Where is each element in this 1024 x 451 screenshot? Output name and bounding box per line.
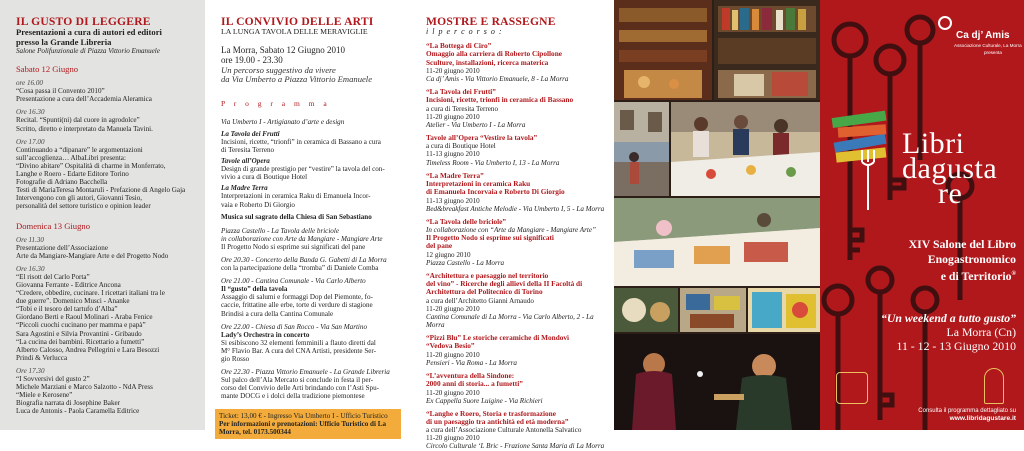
- exhibition-location: Bed&breakfast Antiche Melodie - Via Umberto I, 5 - La Morra: [426, 204, 605, 213]
- town: La Morra (Cn): [946, 325, 1016, 339]
- section-subtitle: LA LUNGA TAVOLA DELLE MERAVIGLIE: [221, 27, 368, 36]
- event-line: Il Progetto Nodo si esprime sui significati del pane: [221, 242, 366, 251]
- logo-tag: presenta: [984, 50, 1002, 55]
- event-line: Fotografie di Adriano Bacchella: [16, 178, 108, 187]
- exhibition-line: a cura dell’Architetto Gianni Arnaudo: [426, 296, 534, 305]
- event-line: Il “gusto” della tavola: [221, 285, 288, 294]
- exhibition-heading: del vino” - Ricerche degli allievi della II Facoltà di: [426, 279, 583, 289]
- title-line: re: [938, 177, 963, 210]
- day-heading: Domenica 13 Giugno: [16, 220, 90, 231]
- tavola-text: Design di grande prestigio per “vestire” la tavola del con-: [221, 165, 385, 174]
- photo-books-table: [680, 288, 746, 332]
- sponsor-logo: [984, 368, 1004, 404]
- tavola-heading: La Tavola dei Frutti: [221, 129, 280, 138]
- event-line: Sul palco dell’Ala Mercato si conclude in festa il per-: [221, 376, 374, 385]
- exhibition-heading: “Vedova Besio”: [426, 341, 475, 351]
- photo-long-table: [614, 198, 820, 286]
- event-line: corso del Convivio delle Arti brindando con l’Asti Spu-: [221, 384, 380, 393]
- event-line: Brindisi a cura della Cantina Comunale: [221, 309, 334, 318]
- exhibition-note: In collaborazione con “Arte da Mangiare - Mangiare Arte”: [426, 226, 596, 234]
- exhibition-heading: del pane: [426, 241, 453, 251]
- exhibition-location: Ex Cappella Suore Luigine - Via Richieri: [426, 396, 543, 405]
- event-line: “Miele e Kerosene”: [16, 391, 73, 400]
- salone-line: XIV Salone del Libro: [908, 237, 1016, 251]
- photo-table-crowd: [671, 102, 820, 196]
- tavola-text: vivio a cura di Boutique Hotel: [221, 173, 308, 182]
- exhibition-heading: Omaggio alla carriera di Roberto Cipollone: [426, 49, 562, 59]
- event-line: Si esibiscono 32 elementi femminili a flauto diretti dal: [221, 338, 376, 347]
- exhibition-line: 11-13 giugno 2010: [426, 150, 480, 159]
- cover-title: [902, 127, 998, 210]
- event-line: Luca de Antonis - Paola Caramella Editrice: [16, 407, 140, 416]
- exhibition-item: [426, 134, 610, 167]
- event-line: Biografia narrata di Josephine Baker: [16, 399, 121, 408]
- exhibition-location: Cantina Comunale di La Morra - Via Carlo Alberto, 2 - La Morra: [426, 312, 594, 330]
- exhibition-line: 11-20 giugno 2010: [426, 350, 480, 359]
- photo-bookshelf: [714, 0, 820, 100]
- mostre-list: [426, 42, 610, 450]
- event-line: “La cucina dei bambini. Ricettario a fumetti”: [16, 337, 145, 346]
- exhibition-line: 11-20 giugno 2010: [426, 112, 480, 121]
- event-line: Giordano Berti e Raoul Molinari - Araba Fenice: [16, 313, 153, 322]
- event-line: Ore 21.00 - Cantina Comunale - Via Carlo Alberto: [221, 277, 366, 286]
- exhibition-location: Timeless Room - Via Umberto I, 13 - La Morra: [426, 158, 560, 167]
- exhibition-line: a cura dell’Associazione Culturale Antonella Salvatico: [426, 426, 582, 435]
- event-line: Sara Agostini e Silvia Provantini - Gribaudo: [16, 329, 142, 338]
- salone-lines: [820, 237, 1016, 284]
- event-line: “Cosa passa il Convento 2010”: [16, 87, 105, 96]
- exhibition-heading: 2000 anni di storia... a fumetti”: [426, 379, 523, 389]
- event-line: Arte da Mangiare-Mangiare Arte e del Progetto Nodo: [16, 251, 169, 260]
- website-link[interactable]: www.libridagustare.it: [949, 415, 1016, 422]
- event-time: ore 16.00: [16, 79, 43, 88]
- photo-ceramics: [614, 288, 678, 332]
- hours: ore 19.00 - 23.30: [221, 54, 283, 65]
- exhibition-heading: Tavole all’Opera “Vestire la tavola”: [426, 133, 538, 143]
- event-line: gio Rosso: [221, 355, 250, 364]
- event-line: Intervengono con gli autori, Giovanni Tesio,: [16, 194, 143, 203]
- event-line: due guerre”. Domenico Musci - Ananke: [16, 297, 130, 306]
- exhibition-line: 11-20 giugno 2010: [426, 304, 480, 313]
- event-line: Presentazione a cura dell’Accademia Aleramica: [16, 95, 152, 104]
- event-line: personalità del settore turistico e opinion leader: [16, 202, 151, 211]
- exhibition-line: 12 giugno 2010: [426, 250, 471, 259]
- ticket-line: Morra, tel. 0173.500344: [219, 428, 291, 437]
- section-title: IL GUSTO DI LEGGERE: [16, 15, 151, 28]
- exhibition-line: 11-13 giugno 2010: [426, 196, 480, 205]
- photo-concert: [614, 334, 820, 430]
- exhibition-heading: Il Progetto Nodo si esprime sui significati: [426, 233, 554, 243]
- salone-line: e di Territorio®: [940, 268, 1016, 283]
- panel-gusto-di-leggere: [0, 0, 205, 430]
- exhibition-item: [426, 218, 610, 267]
- exhibition-location: Pensieri - Via Roma - La Morra: [426, 358, 517, 367]
- event-line: Langhe e Roero - Edarte Editore Torino: [16, 170, 129, 179]
- exhibition-line: 11-20 giugno 2010: [426, 388, 480, 397]
- event-line: Continuando a “dipanare” le argomentazioni: [16, 145, 143, 154]
- sponsor-logo: [836, 372, 868, 404]
- event-time: Ore 17.00: [16, 137, 45, 146]
- ticket-line: Per informazioni e prenotazioni: Ufficio Turistico di La: [219, 419, 387, 428]
- event-line: Lady’s Orchestra in concerto: [221, 330, 310, 339]
- event-line: “Piccoli cuochi cucinano per mamma e papà”: [16, 321, 146, 330]
- exhibition-line: a cura di Boutique Hotel: [426, 142, 496, 151]
- music-line: Musica sul sagrato della Chiesa di San Sebastiano: [221, 212, 372, 221]
- salone-line: Enogastronomico: [927, 252, 1016, 266]
- tavola-heading: La Madre Terra: [221, 184, 268, 193]
- key-logo-icon: [938, 16, 952, 30]
- percorso-label: i l p e r c o r s o :: [426, 27, 503, 36]
- walk-line: Un percorso suggestivo da vivere: [221, 64, 336, 75]
- exhibition-location: Atelier - Via Umberto I - La Morra: [426, 120, 526, 129]
- tavola-heading: Tavole all’Opera: [221, 157, 270, 166]
- cover-panel: [820, 0, 1024, 430]
- logo-name: Ca dj’ Amis: [956, 30, 1010, 41]
- exhibition-location: Ca dj’ Amis - Via Vittorio Emanuele, 8 - La Morra: [426, 75, 569, 84]
- ticket-line: Ticket: 13,00 € - Ingresso Via Umberto I - Ufficio Turistico: [219, 411, 388, 420]
- event-line: Prindi & Verlucca: [16, 353, 68, 362]
- event-line: Alberto Calosso, Andrea Pellegrini e Lara Besozzi: [16, 345, 160, 354]
- exhibition-item: [426, 88, 610, 129]
- event-line: “Divino abitare” Ospitalità di charme in Monferrato,: [16, 161, 166, 170]
- programma-label: P r o g r a m m a: [221, 98, 331, 108]
- title-line: Libri: [902, 127, 965, 160]
- exhibition-heading: “La Tavola delle briciole”: [426, 216, 507, 226]
- cover-footer: [820, 407, 1016, 423]
- exhibition-line: a cura di Teresita Terreno: [426, 104, 499, 113]
- title-line: dagusta: [902, 152, 998, 185]
- exhibition-heading: “Pizzi Blu” Le storiche ceramiche di Mondovì: [426, 333, 570, 343]
- exhibition-heading: Interpretazioni in ceramica Raku: [426, 178, 531, 188]
- event-line: Scritto, diretto e interpretato da Manuela Tavini.: [16, 124, 153, 133]
- exhibition-heading: “La Madre Terra”: [426, 170, 484, 180]
- location: Salone Polifunzionale di Piazza Vittorio Emanuele: [16, 47, 160, 55]
- event-time: Ore 17.30: [16, 366, 45, 375]
- street: Via Umberto I - Artigianato d’arte e design: [221, 117, 345, 126]
- logo-tag: Associazione Culturale, La Morra: [954, 43, 1022, 48]
- event-line: con la partecipazione della “tromba” di Daniele Comba: [221, 264, 379, 273]
- panel-mostre-e-rassegne: [408, 0, 614, 451]
- section-title: MOSTRE E RASSEGNE: [426, 15, 556, 28]
- event-line: Piazza Castello - La Tavola delle briciole: [221, 226, 339, 235]
- event-line: Assaggio di salumi e formaggi Dop del Piemonte, fo-: [221, 293, 373, 302]
- exhibition-location: Piazza Castello - La Morra: [426, 258, 505, 267]
- exhibition-item: [426, 42, 610, 83]
- exhibition-item: [426, 410, 610, 451]
- exhibition-heading: “Langhe e Roero, Storia e trasformazione: [426, 408, 556, 418]
- tavola-text: di Teresita Terreno: [221, 145, 275, 154]
- tavola-text: vaia e Roberto Di Giorgio: [221, 200, 295, 209]
- event-line: “I Sovversivi del gusto 2”: [16, 375, 90, 383]
- event-line: Ore 22.00 - Chiesa di San Rocco - Via San Martino: [221, 322, 367, 331]
- keys-illustration: [820, 0, 1024, 430]
- exhibition-heading: “L’avventura della Sindone:: [426, 370, 515, 380]
- section-title: IL CONVIVIO DELLE ARTI: [221, 15, 374, 28]
- exhibition-heading: Incisioni, ricette, trionfi in ceramica di Bassano: [426, 95, 574, 105]
- panel-convivio-delle-arti: [205, 0, 408, 437]
- exhibition-line: 11-20 giugno 2010: [426, 434, 480, 443]
- tavola-text: Incisioni, ricette, “trionfi” in ceramica di Bassano a cura: [221, 137, 381, 146]
- event-time: Ore 11.30: [16, 235, 44, 244]
- event-line: in collaborazione con Arte da Mangiare - Mangiare Arte: [221, 234, 383, 243]
- tavola-text: Interpretazioni in ceramica Raku di Emanuela Incor-: [221, 192, 371, 201]
- exhibition-location: Circolo Culturale ‘L Bric - Frazione Santa Maria di La Morra: [426, 442, 605, 451]
- event-time: Ore 16.30: [16, 108, 45, 117]
- exhibition-heading: di Emanuela Incorvaia e Roberto Di Giorgio: [426, 187, 565, 197]
- event-line: Presentazione dell’Associazione: [16, 243, 108, 252]
- event-line: Ore 20.30 - Concerto della Banda G. Gabetti di La Morra: [221, 256, 387, 264]
- exhibition-heading: “Architettura e paesaggio nel territorio: [426, 270, 549, 280]
- event-line: Testi di MariaTeresa Montaruli - Prefazione di Angelo Gaja: [16, 186, 186, 195]
- day1-list: [16, 79, 195, 210]
- walk-line: da Via Umberto a Piazza Vittorio Emanuele: [221, 74, 373, 85]
- exhibition-heading: di un paesaggio tra antichità ed età moderna”: [426, 417, 569, 426]
- event-time: Ore 16.30: [16, 264, 45, 273]
- place-date: La Morra, Sabato 12 Giugno 2010: [221, 45, 345, 56]
- exhibition-heading: Sculture, installazioni, ricerca materica: [426, 57, 549, 67]
- footer-line: Consulta il programma dettagliato su: [918, 408, 1016, 414]
- event-line: Recital. “Spunti(ni) dal cuore in agrodolce”: [16, 116, 140, 125]
- photo-collage: [614, 0, 820, 430]
- event-line: Giovanna Ferrante - Editrice Ancona: [16, 280, 121, 289]
- exhibition-item: [426, 372, 610, 405]
- event-line: M° Flavio Bar. A cura del CNA Artisti, presidente Ser-: [221, 346, 376, 355]
- section-subtitle: presso la Grande Libreria: [16, 36, 112, 47]
- exhibition-heading: Architettura del Politecnico di Torino: [426, 287, 543, 297]
- event-line: Ore 22.30 - Piazza Vittorio Emanuele - La Grande Libreria: [221, 368, 390, 377]
- exhibition-item: [426, 272, 610, 329]
- day-heading: Sabato 12 Giugno: [16, 64, 79, 75]
- exhibition-item: [426, 172, 610, 213]
- event-line: mante DOCG e i dolci della tradizione piemontese: [221, 392, 365, 401]
- exhibition-heading: “La Bottega di Ciro”: [426, 41, 492, 51]
- weekend-slogan: “Un weekend a tutto gusto”: [880, 311, 1016, 325]
- section-subtitle: Presentazioni a cura di autori ed editori: [16, 27, 162, 37]
- event-line: Michele Marziani e Marco Salzotto - NdA Press: [16, 383, 153, 392]
- weekend-block: [820, 311, 1016, 353]
- event-line: caccie, frittatine alle erbe, torte di verdure di stagione: [221, 301, 373, 310]
- photo-wine-shop: [614, 0, 712, 100]
- exhibition-item: [426, 334, 610, 367]
- exhibition-line: 11-20 giugno 2010: [426, 66, 480, 75]
- event-line: sull’accoglienza… AlbaLibri presenta:: [16, 153, 126, 162]
- exhibition-heading: “La Tavola dei Frutti”: [426, 87, 496, 97]
- event-line: “Credere, obbedire, cucinare. I ricettari italiani tra le: [16, 289, 165, 298]
- photo-comic-books: [748, 288, 820, 332]
- event-line: “Tobi e il tesoro del tartufo d’Alba”: [16, 305, 118, 314]
- event-line: “El risott del Carlo Porta”: [16, 272, 90, 281]
- fork-icon: [858, 150, 878, 210]
- photo-street: [614, 102, 669, 196]
- ticket-box: [215, 409, 401, 440]
- day2-list: [16, 236, 195, 416]
- dates: 11 - 12 - 13 Giugno 2010: [896, 339, 1016, 353]
